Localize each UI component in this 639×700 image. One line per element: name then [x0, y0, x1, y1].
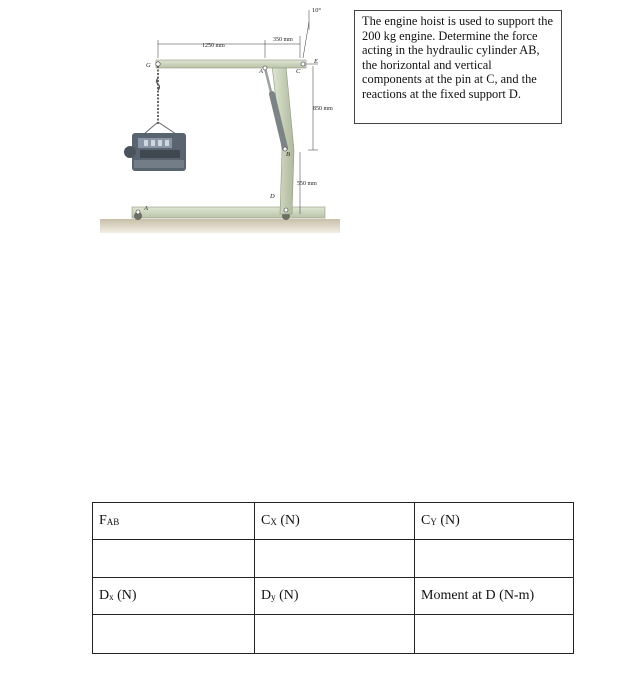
- dim-label-550: 550 mm: [297, 181, 317, 187]
- dim-label-850: 850 mm: [313, 106, 333, 112]
- answer-cell-F-AB[interactable]: [93, 539, 255, 578]
- problem-statement-box: [354, 10, 562, 124]
- pin-C: [301, 62, 305, 66]
- answer-row-2: [93, 615, 574, 654]
- sling-right: [158, 122, 176, 134]
- pin-G: [156, 62, 160, 66]
- answer-cell-C-Y[interactable]: [415, 539, 574, 578]
- point-label-E: E: [314, 58, 318, 65]
- answer-cell-D-x[interactable]: [93, 615, 255, 654]
- point-label-A-base: A: [144, 205, 148, 212]
- point-label-C: C: [296, 68, 301, 75]
- answer-table-header-row-2: [93, 578, 574, 615]
- answer-cell-C-X[interactable]: [255, 539, 415, 578]
- label-C-Y: $C_Y$ (N): [415, 503, 574, 540]
- ground: [100, 219, 340, 233]
- label-F-AB: $F_{AB}$: [93, 503, 255, 540]
- point-label-B: B: [286, 151, 290, 158]
- sling-left: [144, 122, 158, 134]
- engine: [124, 133, 186, 171]
- problem-statement-text: The engine hoist is used to support the 200 kg engine. Determine the force acting in the hydraulic cylinder AB, the horizontal and vertical components at the pin at C, and the reactions at the fixed support D.: [362, 14, 553, 101]
- answer-row-1: [93, 539, 574, 578]
- answer-cell-D-y[interactable]: [255, 615, 415, 654]
- dim-label-angle: 10°: [312, 7, 322, 14]
- top-boom: [156, 60, 306, 68]
- point-label-A-top: A: [259, 68, 263, 75]
- pin-D: [284, 208, 288, 212]
- angle-line: [303, 22, 309, 58]
- label-D-y: $D_y$ (N): [255, 578, 415, 615]
- dim-label-1250: 1250 mm: [202, 43, 225, 49]
- label-moment-at-D: Moment at D (N-m): [415, 578, 574, 615]
- dim-label-350: 350 mm: [273, 37, 293, 43]
- answer-table: [92, 502, 574, 654]
- point-label-G: G: [146, 62, 151, 69]
- label-D-x: $D_x$ (N): [93, 578, 255, 615]
- point-label-D: D: [270, 193, 275, 200]
- pin-A-base: [136, 210, 140, 214]
- answer-cell-moment-D[interactable]: [415, 615, 574, 654]
- answer-table-header-row-1: [93, 503, 574, 540]
- engine-hoist-figure: [100, 0, 360, 240]
- pin-A: [263, 66, 267, 70]
- label-C-X: $C_X$ (N): [255, 503, 415, 540]
- base-beam: [132, 207, 325, 218]
